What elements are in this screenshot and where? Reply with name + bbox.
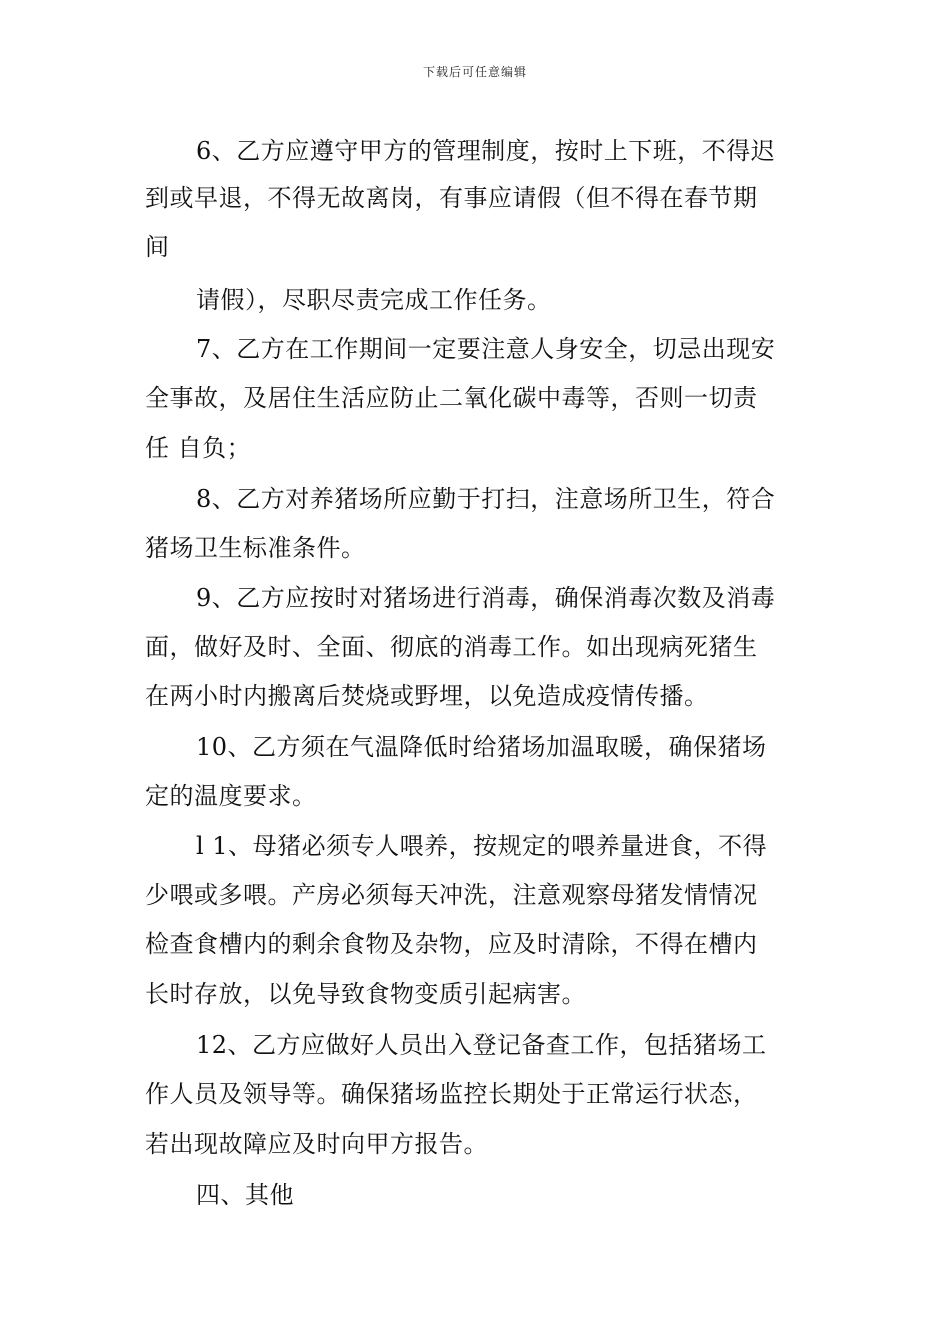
text-line: 面，做好及时、全面、彻底的消毒工作。如出现病死猪生 bbox=[145, 633, 758, 661]
text-line: 到或早退，不得无故离岗，有事应请假（但不得在春节期 bbox=[145, 184, 758, 212]
text-line: 6、乙方应遵守甲方的管理制度，按时上下班，不得迟 bbox=[196, 137, 776, 165]
section-heading: 四、其他 bbox=[196, 1181, 294, 1209]
text-line: 若出现故障应及时向甲方报告。 bbox=[145, 1130, 488, 1158]
page-header: 下载后可任意编辑 bbox=[422, 65, 527, 79]
text-line: 在两小时内搬离后焚烧或野埋，以免造成疫情传播。 bbox=[145, 682, 709, 710]
text-line: 少喂或多喂。产房必须每天冲洗，注意观察母猪发情情况 bbox=[145, 881, 758, 909]
text-line: 间 bbox=[145, 233, 170, 261]
text-line: l 1、母猪必须专人喂养，按规定的喂养量进食，不得 bbox=[196, 832, 768, 860]
text-line: 猪场卫生标准条件。 bbox=[145, 534, 366, 562]
text-line: 作人员及领导等。确保猪场监控长期处于正常运行状态， bbox=[145, 1080, 758, 1108]
text-line: 长时存放，以免导致食物变质引起病害。 bbox=[145, 980, 586, 1008]
text-line: 请假），尽职尽责完成工作任务。 bbox=[196, 286, 552, 314]
text-line: 10、乙方须在气温降低时给猪场加温取暖，确保猪场 bbox=[196, 733, 767, 761]
text-line: 8、乙方对养猪场所应勤于打扫，注意场所卫生，符合 bbox=[196, 485, 776, 513]
text-line: 9、乙方应按时对猪场进行消毒，确保消毒次数及消毒 bbox=[196, 584, 776, 612]
text-line: 任 自负； bbox=[145, 434, 252, 462]
text-line: 12、乙方应做好人员出入登记备查工作，包括猪场工 bbox=[196, 1031, 767, 1059]
text-line: 定的温度要求。 bbox=[145, 782, 317, 810]
text-line: 7、乙方在工作期间一定要注意人身安全，切忌出现安 bbox=[196, 335, 776, 363]
text-line: 全事故，及居住生活应防止二氧化碳中毒等，否则一切责 bbox=[145, 384, 758, 412]
text-line: 检查食槽内的剩余食物及杂物，应及时清除，不得在槽内 bbox=[145, 930, 758, 958]
